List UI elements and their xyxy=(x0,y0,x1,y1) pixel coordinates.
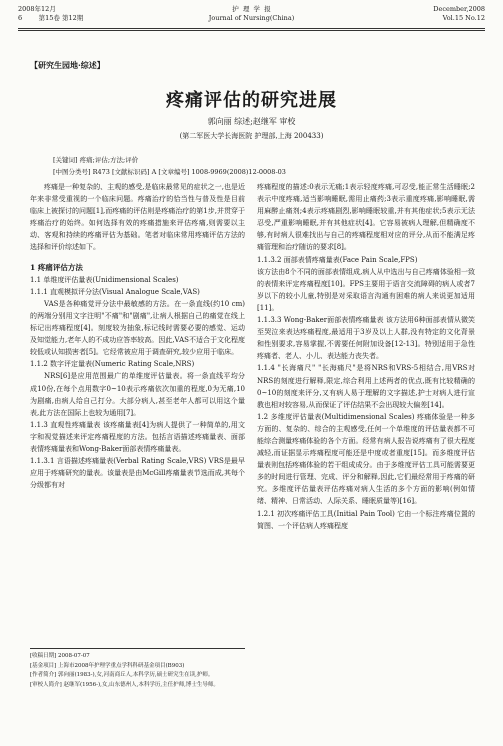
section-tag: 【研究生园地·综述】 xyxy=(30,60,105,70)
header-center: 护 理 学 报 Journal of Nursing(China) xyxy=(208,5,295,22)
paragraph: 疼痛是一种复杂的、主观的感受,是临床最常见的症状之一,也是近年来非常受重视的一个临床问题。疼痛治疗的恰当性与普及性是目前临床上被探讨的问题[1],而疼痛的评估则是疼痛治疗的第1步,并贯穿于疼痛治疗的始终。如何选择有效的疼痛措施来评估疼痛,则需要以主动、客观和持续的疼痛评估为基础。笔者对临床常用疼痛评估方法的选择和评价综述如下。 xyxy=(30,183,245,252)
section-heading: 1.1 单维度评估量表(Unidimensional Scales) xyxy=(30,275,179,284)
footnote-line: [基金项目] 上海市2008年护理学重点学科科研基金项目(B903) xyxy=(30,662,185,669)
header-rule xyxy=(18,28,485,31)
footnote-line: [收稿日期] 2008-07-07 xyxy=(30,653,90,659)
article-title: 疼痛评估的研究进展 xyxy=(166,90,337,111)
right-column xyxy=(257,181,475,532)
section-heading: 1.1.3.1 言语描述疼痛量表(Verbal Rating Scale,VRS) VRS是最早应用于疼痛研究的量表。该量表是由McGill疼痛量表节选而成,其每个分级都有对 xyxy=(30,457,245,490)
affiliation: (第二军医大学长海医院 护理部,上海 200433) xyxy=(179,132,324,140)
section-heading: 1.2 多维度评估量表(Multidimensional Scales) 疼痛体验是一种多方面的、复杂的、综合的主观感受,任何一个单维度的评估量表都不可能综合测量疼痛体验的各个方面。经常有病人报告说疼痛有了很大程度减轻,而证据显示疼痛程度可能还是中度或者重度[15]。而多维度评估量表则包括疼痛体验的若干组成成分。由于多维度评估工具可能需要更多的时间进行管理、完成、评分和解释,因此,它们最经常用于疼痛的研究。多维度评估量表评估疼痛对病人生活的多个方面的影响(例如情绪、精神、日常活动、人际关系、睡眠质量等)[16]。 xyxy=(257,412,475,506)
section-heading: 1 疼痛评估方法 xyxy=(30,262,83,272)
journal-header xyxy=(18,5,485,31)
section-heading: 1.1.4 "长海痛尺" "长海痛尺"是将NRS和VRS-5相结合,用VRS对NRS的刻度进行解释,限定,综合利用上述两者的优点,既有比较精确的0~10的刻度来评分,又有病人易于理解的文字描述,护士对病人进行宣教也相对较容易,从而保证了评估结果不会出现较大偏差[14]。 xyxy=(257,364,475,409)
section-heading: 1.2.1 初次疼痛评估工具(Initial Pain Tool) 它由一个标注疼痛位置的简图、一个评估病人疼痛程度 xyxy=(257,509,475,530)
paragraph: 疼痛程度的描述:0表示无痛;1表示轻度疼痛,可忍受,能正常生活睡眠;2表示中度疼痛,适当影响睡眠,需用止痛药;3表示重度疼痛,影响睡眠,需用麻醉止痛剂;4表示疼痛剧烈,影响睡眠较重,并有其他症状;5表示无法忍受,严重影响睡眠,并有其他症状[4]。它容易被病人理解,但精确度不够,有时病人很难找出与自己的疼痛程度相对应的评分,从而不能满足疼痛管理和治疗随访的要求[8]。 xyxy=(257,183,475,252)
footnotes xyxy=(30,648,245,690)
section-heading: 1.1.3.2 面部表情疼痛量表(Face Pain Scale,FPS) xyxy=(257,255,418,264)
section-heading: 1.1.2 数字评定量表(Numeric Rating Scale,NRS) xyxy=(30,360,195,369)
paragraph: VAS是各种痛觉评分法中最敏感的方法。在一条直线(约10 cm)的两端分别用文字注明"不痛"和"剧痛",让病人根据自己的痛觉在线上标记出疼痛程度[4]。刻度较为抽象,标记线时需要必要的感觉、运动及知觉能力,老年人的不成功应答率较高。因此,VAS不适合于文化程度较低或认知损害者[5]。它经常被应用于调查研究,较少应用于临床。 xyxy=(30,299,245,357)
header-left: 2008年12月 6 第15卷 第12期 xyxy=(18,5,84,22)
footnote-line: [审校人简介] 赵继军(1956-),女,山东德州人,本科学历,主任护师,博士生导师。 xyxy=(30,681,219,688)
classification: [中图分类号] R473 [文献标识码] A [文章编号] 1008-9969(2008)12-0008-03 xyxy=(53,168,286,176)
paragraph: NRS[6]是应用范围最广的单维度评估量表。将一条直线平均分成10份,在每个点用数字0~10表示疼痛依次加重的程度,0为无痛,10为剧痛,由病人给自己打分。大部分病人,甚至老年人都可以用这个量表,此方法在国际上也较为通用[7]。 xyxy=(30,372,245,417)
header-right: December,2008 Vol.15 No.12 xyxy=(433,5,485,22)
keywords: [关键词] 疼痛;评估;方法;评价 xyxy=(53,156,139,164)
footnote-line: [作者简介] 郭向丽(1983-),女,河南商丘人,本科学历,硕士研究生在读,护师。 xyxy=(30,672,214,678)
section-heading: 1.1.3.3 Wong-Baker面部表情疼痛量表 该方法用6种面部表情从微笑至哭泣来表达疼痛程度,最适用于3岁及以上人群,没有特定的文化背景和性别要求,容易掌握,不需要任何附加设备[12-13]。特别适用于急性疼痛者、老人、小儿、表达能力丧失者。 xyxy=(257,316,475,361)
section-heading: 1.1.1 直观模拟评分法(Visual Analogue Scale,VAS) xyxy=(30,287,200,296)
authors: 郭向丽 综述;赵继军 审校 xyxy=(207,117,296,126)
paragraph: 该方法由8个不同的面部表情组成,病人从中选出与自己疼痛体验相一致的表情来评定疼痛程度[10]。FPS主要用于语言交流障碍的病人或者7岁以下的较小儿童,特别是对采取语言沟通有困难的病人来说更加适用[11]。 xyxy=(257,267,475,312)
section-heading: 1.1.3 直观性疼痛量表 该疼痛量表[4]为病人提供了一种简单的,用文字和视觉描述来评定疼痛程度的方法。包括言语描述疼痛量表、面部表情疼痛量表和Wong-Baker面部表情疼痛量表。 xyxy=(30,420,245,453)
left-column xyxy=(30,181,245,491)
